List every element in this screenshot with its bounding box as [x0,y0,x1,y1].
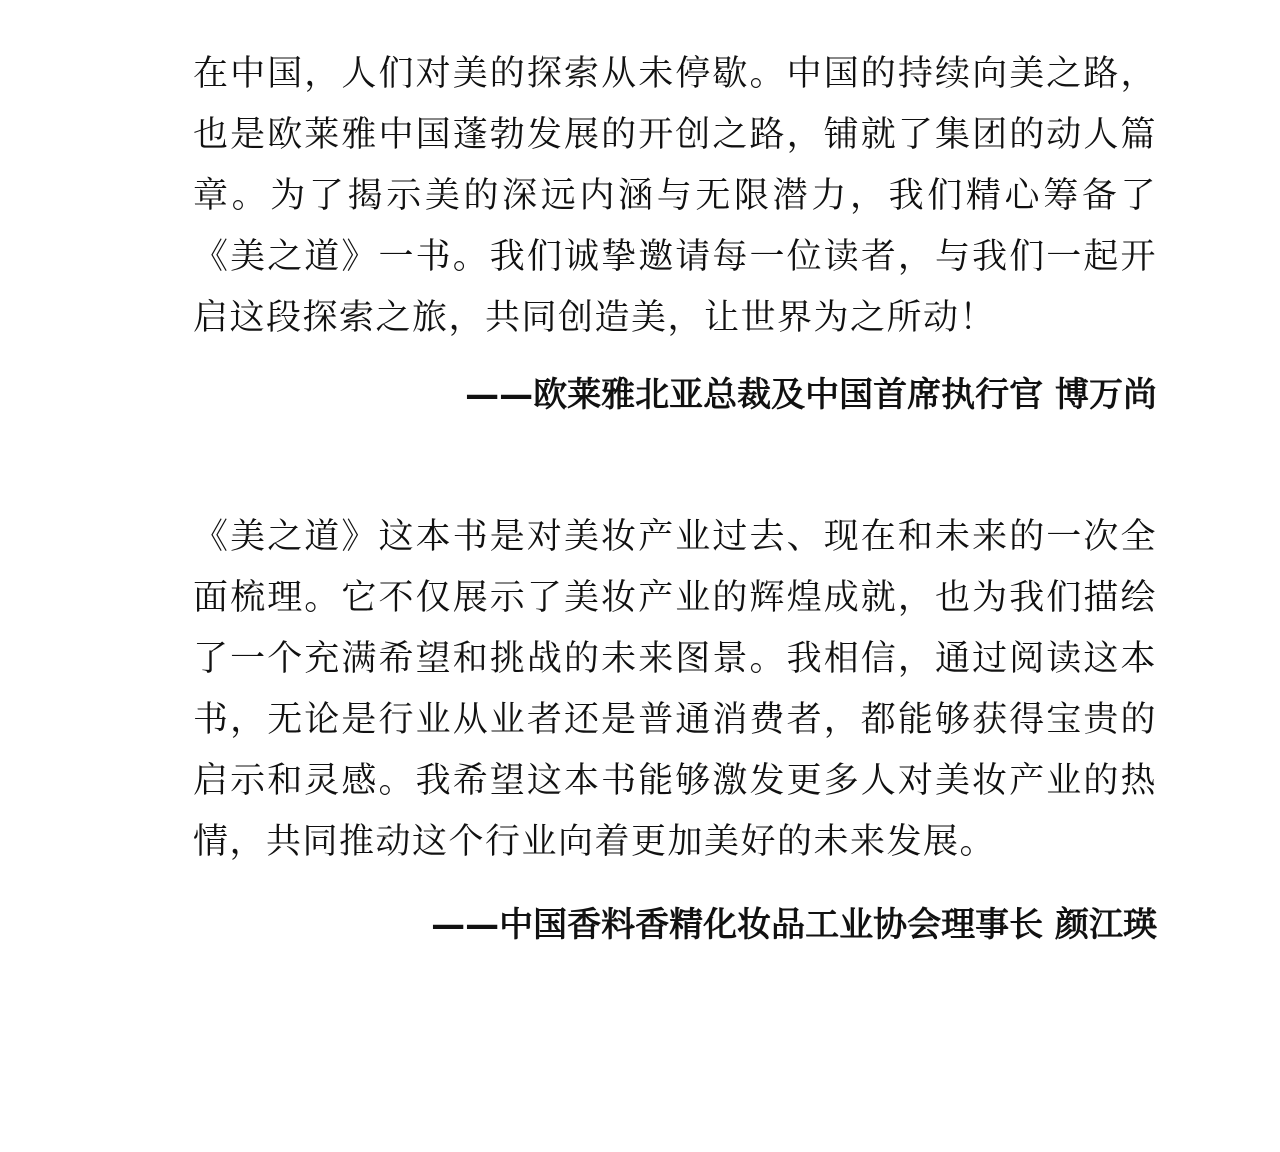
quote-block-1 [193,44,1157,419]
quote-text: 在中国，人们对美的探索从未停歇。中国的持续向美之路，也是欧莱雅中国蓬勃发展的开创之路，铺就了集团的动人篇章。为了揭示美的深远内涵与无限潜力，我们精心筹备了《美之道》一书。我们诚挚邀请每一位读者，与我们一起开启这段探索之旅，共同创造美，让世界为之所动！ [193,54,1157,338]
quote-attribution: ——中国香料香精化妆品工业协会理事长 颜江瑛 [431,905,1157,945]
quote-text: 《美之道》这本书是对美妆产业过去、现在和未来的一次全面梳理。它不仅展示了美妆产业的辉煌成就，也为我们描绘了一个充满希望和挑战的未来图景。我相信，通过阅读这本书，无论是行业从业者还是普通消费者，都能够获得宝贵的启示和灵感。我希望这本书能够激发更多人对美妆产业的热情，共同推动这个行业向着更加美好的未来发展。 [193,517,1157,862]
quote-attribution: ——欧莱雅北亚总裁及中国首席执行官 博万尚 [465,375,1157,415]
quote-block-2 [193,507,1157,949]
endorsement-page [193,44,1157,949]
